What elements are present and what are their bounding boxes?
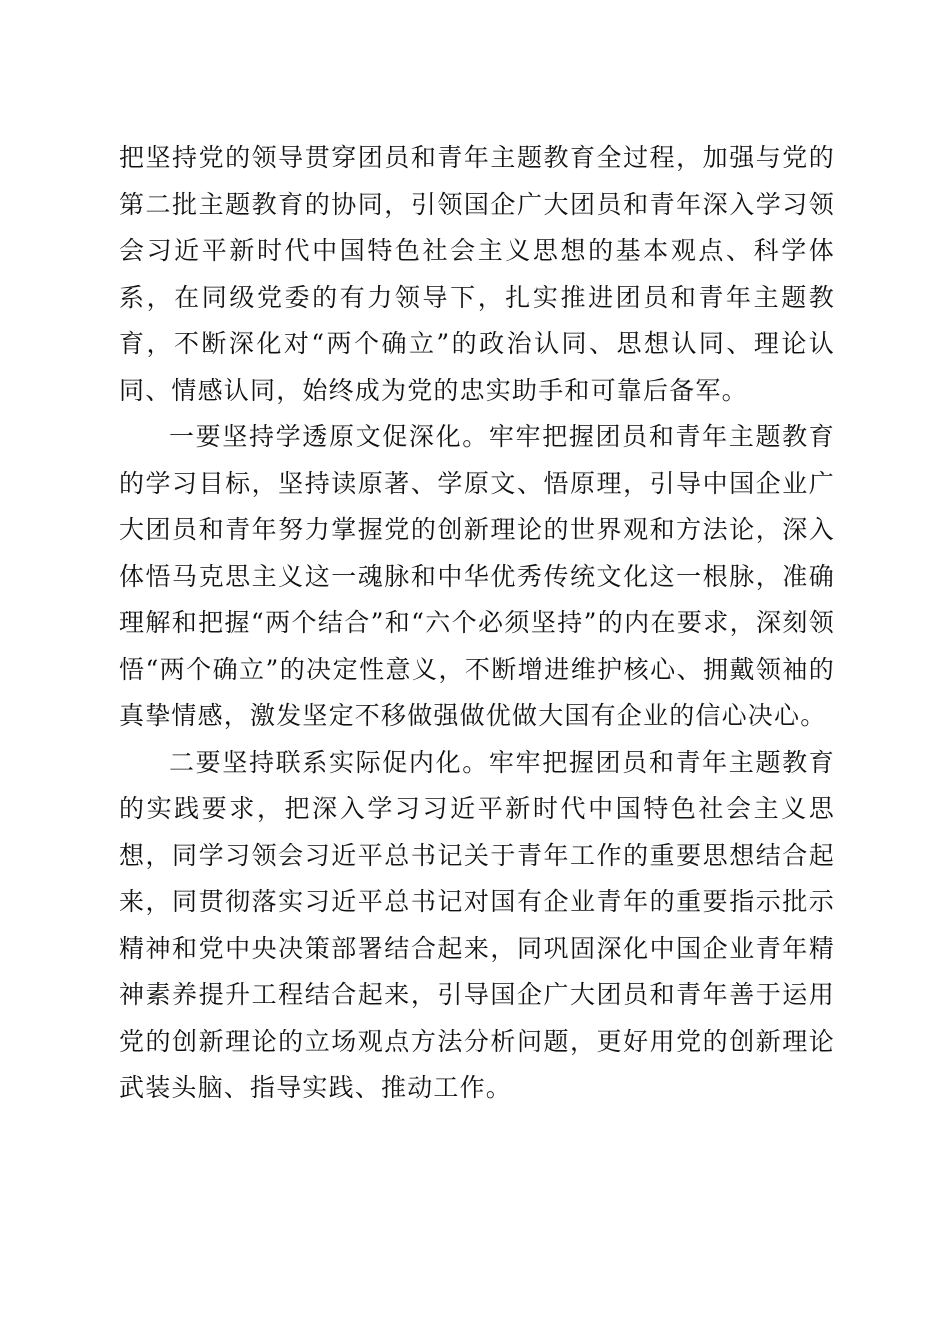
paragraph-intro: 把坚持党的领导贯穿团员和青年主题教育全过程，加强与党的第二批主题教育的协同，引领国企广大团员和青年深入学习领会习近平新时代中国特色社会主义思想的基本观点、科学体系，在同级党委的有力领导下，扎实推进团员和青年主题教育，不断深化对“两个确立”的政治认同、思想认同、理论认同、情感认同，始终成为党的忠实助手和可靠后备军。 (119, 143, 835, 405)
paragraph-point-two: 二要坚持联系实际促内化。牢牢把握团员和青年主题教育的实践要求，把深入学习习近平新时代中国特色社会主义思想，同学习领会习近平总书记关于青年工作的重要思想结合起来，同贯彻落实习近平总书记对国有企业青年的重要指示批示精神和党中央决策部署结合起来，同巩固深化中国企业青年精神素养提升工程结合起来，引导国企广大团员和青年善于运用党的创新理论的立场观点方法分析问题，更好用党的创新理论武装头脑、指导实践、推动工作。 (119, 747, 835, 1102)
paragraph-point-one: 一要坚持学透原文促深化。牢牢把握团员和青年主题教育的学习目标，坚持读原著、学原文、悟原理，引导中国企业广大团员和青年努力掌握党的创新理论的世界观和方法论，深入体悟马克思主义这一魂脉和中华优秀传统文化这一根脉，准确理解和把握“两个结合”和“六个必须坚持”的内在要求，深刻领悟“两个确立”的决定性意义，不断增进维护核心、拥戴领袖的真挚情感，激发坚定不移做强做优做大国有企业的信心决心。 (119, 422, 835, 730)
document-body (119, 135, 835, 1112)
